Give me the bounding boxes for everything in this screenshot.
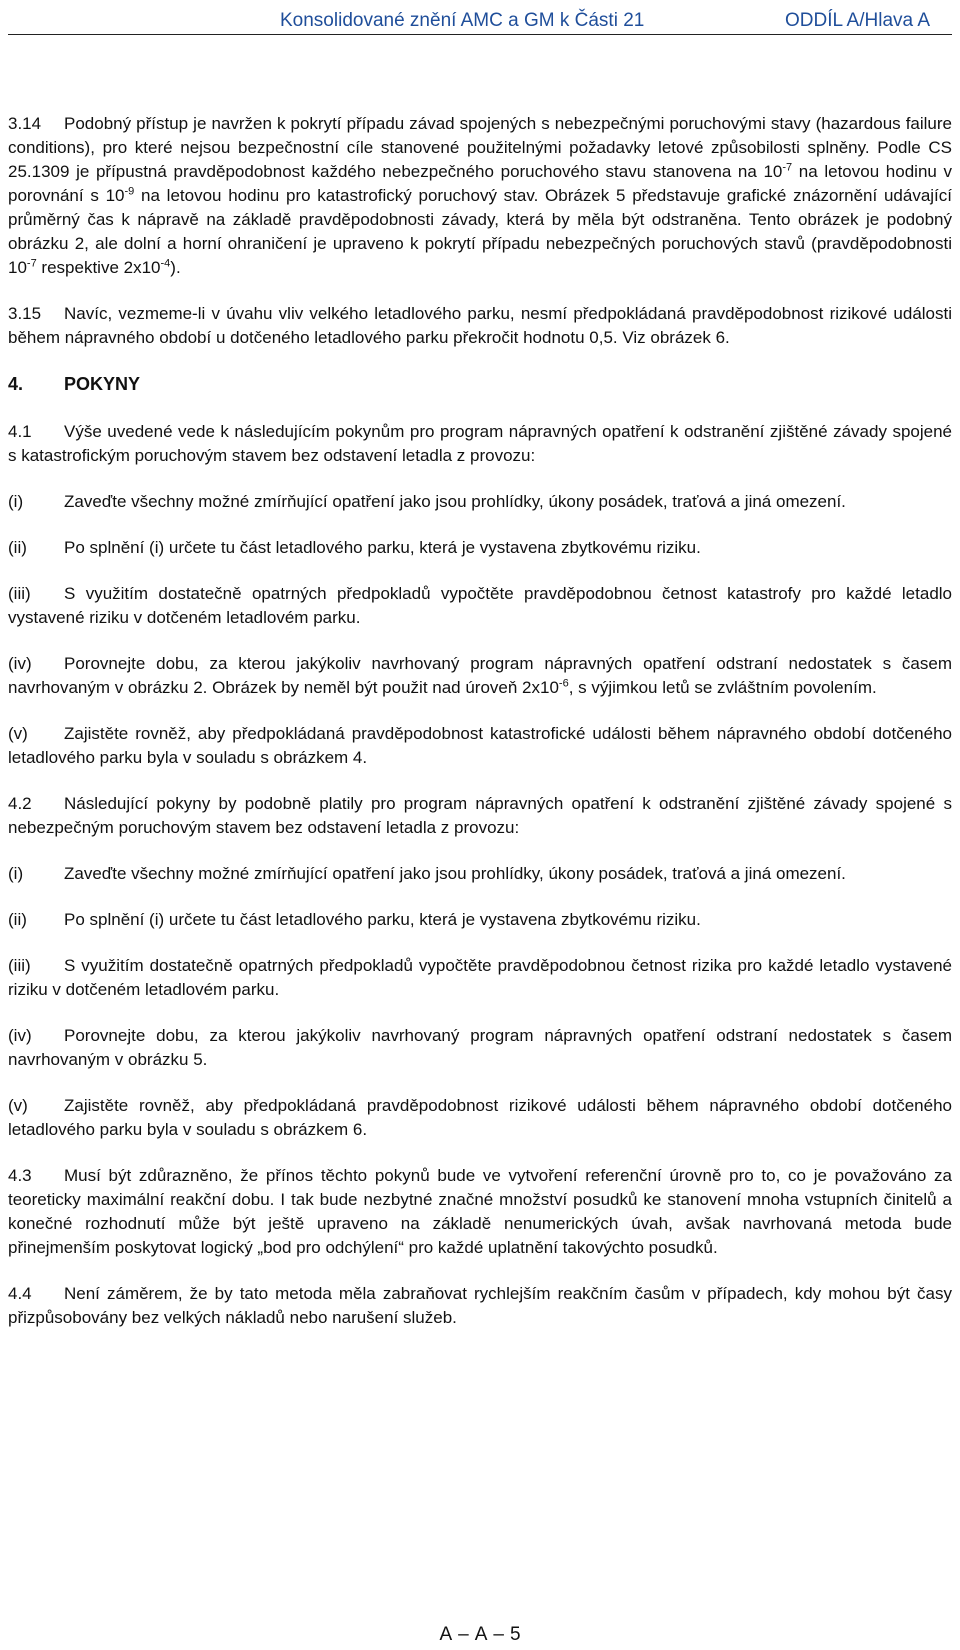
- paragraph-number: 4.2: [8, 794, 32, 813]
- paragraph-number: 4.1: [8, 422, 32, 441]
- paragraph-number: 4.3: [8, 1166, 32, 1185]
- page-footer: A – A – 5: [0, 1624, 960, 1646]
- document-body: [8, 112, 952, 1352]
- section-label: ODDÍL A/Hlava A: [784, 10, 930, 31]
- paragraph-number: 3.15: [8, 304, 42, 323]
- page-number: 5: [509, 1624, 521, 1645]
- list-item: (iv) Porovnejte dobu, za kterou jakýkoliv navrhovaný program nápravných opatření odstraní nedostatek s časem navrhovaným v obrázku 5.: [8, 1026, 952, 1069]
- paragraph-4-3: 4.3 Musí být zdůrazněno, že přínos těchto pokynů bude ve vytvoření referenční úrovně pro to, co je považováno za teoreticky maximální reakční dobu. I tak bude nezbytné značné množství posudků ke stanovení mnoha vstupních činitelů a konečné rozhodnutí může být ještě upraveno na základě nenumerických úvah, avšak navrhovaná metoda bude přinejmenším poskytovat logický „bod pro odchýlení“ pro každé uplatnění takovýchto posudků.: [8, 1166, 952, 1257]
- section-heading-4: 4. POKYNY: [8, 374, 141, 394]
- list-item: (iii) S využitím dostatečně opatrných předpokladů vypočtěte pravděpodobnou četnost katastrofy pro každé letadlo vystavené riziku v dotčeném letadlovém parku.: [8, 584, 952, 627]
- list-item: (ii) Po splnění (i) určete tu část letadlového parku, která je vystavena zbytkovému riziku.: [8, 910, 701, 929]
- document-title: Konsolidované znění AMC a GM k Části 21: [280, 10, 645, 31]
- paragraph-number: 4.4: [8, 1284, 32, 1303]
- paragraph-3-14: 3.14 Podobný přístup je navržen k pokrytí případu závad spojených s nebezpečnými poruchovými stavy (hazardous failure conditions), pro které nejsou bezpečnostní cíle stanovené použitelnými požadavky letové způsobilosti splněny. Podle CS 25.1309 je přípustná pravděpodobnost každého nebezpečného poruchového stavu stanovena na $10^{-7}$ na letovou hodinu v porovnání s $10^{-9}$ na letovou hodinu pro katastrofický poruchový stav. Obrázek 5 představuje grafické znázornění udávající průměrný čas k nápravě na základě pravděpodobnosti závady, která by měla být odstraněna. Tento obrázek je podobný obrázku 2, ale dolní a horní ohraničení je upraveno k pokrytí případu nebezpečných poruchových stavů (pravděpodobnosti $10^{-7}$ respektive $2x10^{-4}$).: [8, 114, 953, 277]
- paragraph-4-2: 4.2 Následující pokyny by podobně platily pro program nápravných opatření k odstranění zjištěné závady spojené s nebezpečným poruchovým stavem bez odstavení letadla z provozu:: [8, 794, 952, 837]
- list-item: (iii) S využitím dostatečně opatrných předpokladů vypočtěte pravděpodobnou četnost rizika pro každé letadlo vystavené riziku v dotčeném letadlovém parku.: [8, 956, 952, 999]
- list-item: (iv) Porovnejte dobu, za kterou jakýkoliv navrhovaný program nápravných opatření odstraní nedostatek s časem navrhovaným v obrázku 2. Obrázek by neměl být použit nad úroveň $2x10^{-6}$, s výjimkou letů se zvláštním povolením.: [8, 654, 952, 697]
- paragraph-3-15: 3.15 Navíc, vezmeme-li v úvahu vliv velkého letadlového parku, nesmí předpokládaná pravděpodobnost rizikové události během nápravného období u dotčeného letadlového parku překročit hodnotu 0,5. Viz obrázek 6.: [8, 304, 952, 347]
- list-item: (v) Zajistěte rovněž, aby předpokládaná pravděpodobnost rizikové události během nápravného období dotčeného letadlového parku byla v souladu s obrázkem 6.: [8, 1096, 952, 1139]
- paragraph-number: 3.14: [8, 114, 42, 133]
- paragraph-4-1: 4.1 Výše uvedené vede k následujícím pokynům pro program nápravných opatření k odstranění zjištěné závady spojené s katastrofickým poruchovým stavem bez odstavení letadla z provozu:: [8, 422, 952, 465]
- list-item: (ii) Po splnění (i) určete tu část letadlového parku, která je vystavena zbytkovému riziku.: [8, 538, 701, 557]
- list-item: (i) Zaveďte všechny možné zmírňující opatření jako jsou prohlídky, úkony posádek, traťová a jiná omezení.: [8, 864, 846, 883]
- list-item: (i) Zaveďte všechny možné zmírňující opatření jako jsou prohlídky, úkony posádek, traťová a jiná omezení.: [8, 492, 846, 511]
- paragraph-4-4: 4.4 Není záměrem, že by tato metoda měla zabraňovat rychlejším reakčním časům v případech, kdy mohou být časy přizpůsobovány bez velkých nákladů nebo narušení služeb.: [8, 1284, 952, 1327]
- page-header: [8, 6, 952, 35]
- list-item: (v) Zajistěte rovněž, aby předpokládaná pravděpodobnost katastrofické události během nápravného období dotčeného letadlového parku byla v souladu s obrázkem 4.: [8, 724, 952, 767]
